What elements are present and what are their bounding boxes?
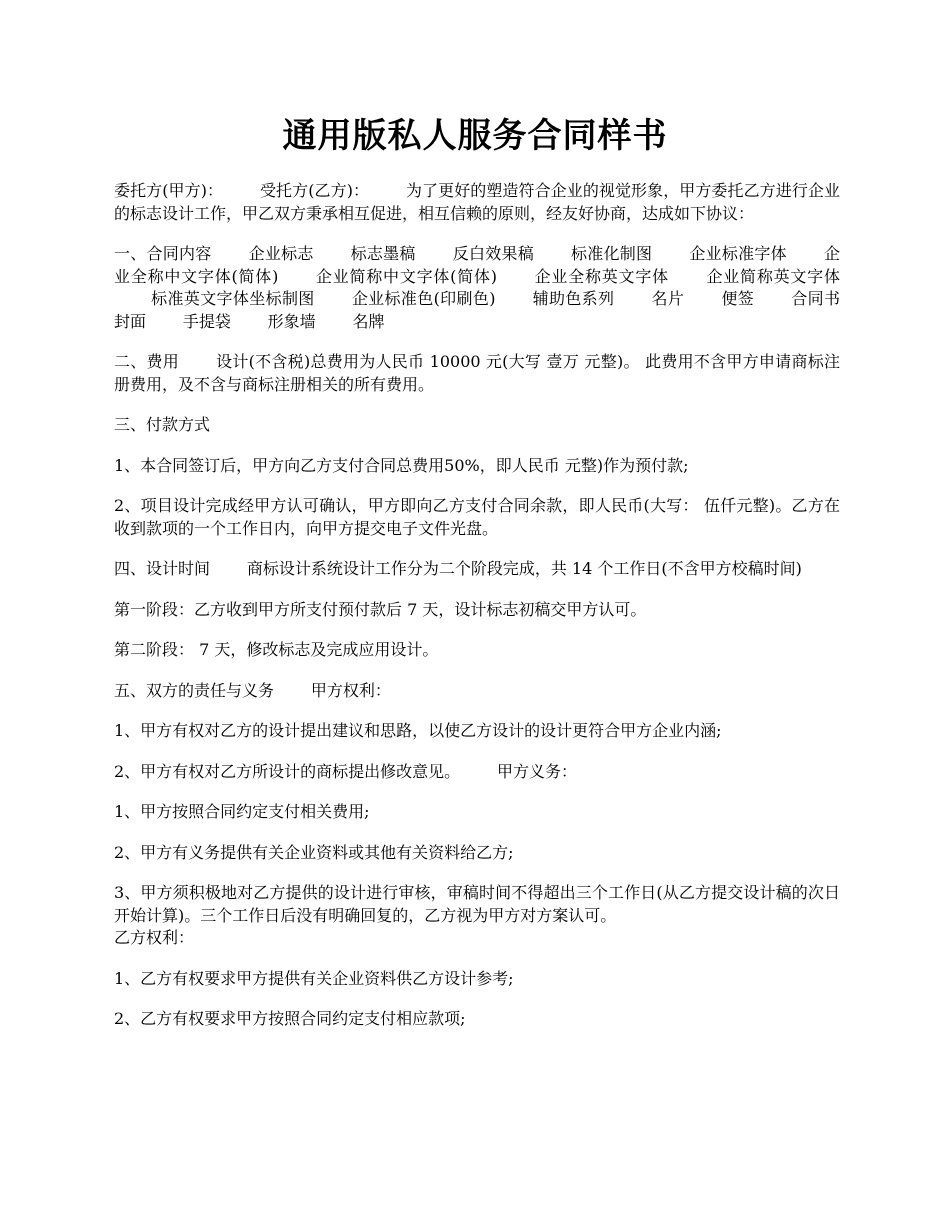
clause-text: 第二阶段： 7 天，修改标志及完成应用设计。 — [114, 640, 439, 659]
clause-text: 3、甲方须积极地对乙方提供的设计进行审核，审稿时间不得超出三个工作日(从乙方提交设计稿的次日开始计算)。三个工作日后没有明确回复的，乙方视为甲方对方案认可。 — [114, 883, 840, 925]
paragraph-party-a-right-1 — [114, 720, 840, 743]
section-heading: 五、双方的责任与义务 — [114, 680, 275, 700]
content-item: 合同书封面 — [114, 289, 840, 331]
content-item: 标准英文字体坐标制图 — [150, 289, 315, 308]
clause-text: 1、甲方有权对乙方的设计提出建议和思路，以使乙方设计的设计更符合甲方企业内涵; — [114, 721, 722, 740]
content-item: 企业全称中文字体(简体) — [114, 244, 840, 286]
subheading: 乙方权利： — [114, 928, 195, 947]
paragraph-contract-content — [114, 243, 840, 333]
content-item: 企业标准字体 — [689, 244, 787, 263]
paragraph-responsibilities — [114, 680, 840, 703]
section-heading: 一、合同内容 — [114, 244, 212, 263]
clause-text: 2、乙方有权要求甲方按照合同约定支付相应款项; — [114, 1009, 466, 1028]
paragraph-payment-1 — [114, 455, 840, 478]
clause-text: 第一阶段：乙方收到甲方所支付预付款后 7 天，设计标志初稿交甲方认可。 — [114, 599, 647, 619]
paragraph-fees — [114, 351, 840, 396]
paragraph-stage-1 — [114, 599, 840, 622]
content-item: 企业简称中文字体(简体) — [315, 266, 498, 286]
clause-text: 1、乙方有权要求甲方提供有关企业资料供乙方设计参考; — [114, 968, 514, 988]
clause-text: 1、本合同签订后，甲方向乙方支付合同总费用50%，即人民币 元整)作为预付款; — [114, 455, 689, 475]
subheading: 甲方权利： — [310, 680, 391, 700]
paragraph-stage-2 — [114, 639, 840, 662]
document-title: 通用版私人服务合同样书 — [282, 116, 668, 156]
paragraph-intro — [114, 180, 840, 225]
clause-text: 2、甲方有义务提供有关企业资料或其他有关资料给乙方; — [114, 842, 514, 862]
content-item: 辅助色系列 — [532, 289, 615, 308]
subheading: 甲方义务： — [496, 761, 577, 781]
content-item: 企业标志 — [248, 244, 314, 263]
content-item: 反白效果稿 — [452, 244, 534, 263]
section-heading: 二、费用 — [114, 352, 180, 371]
paragraph-payment-2 — [114, 495, 840, 540]
paragraph-payment-heading — [114, 414, 840, 437]
content-item: 标准化制图 — [570, 244, 653, 263]
paragraph-party-a-right-2 — [114, 761, 840, 784]
clause-text: 2、甲方有权对乙方所设计的商标提出修改意见。 — [114, 761, 461, 781]
paragraph-party-b-right-1 — [114, 968, 840, 991]
content-item: 名牌 — [352, 311, 385, 331]
content-item: 标志墨稿 — [350, 244, 416, 263]
content-item: 形象墙 — [267, 311, 316, 331]
section-heading: 四、设计时间 — [114, 559, 211, 578]
party-b-label: 受托方(乙方)： — [259, 181, 370, 200]
content-item: 企业全称英文字体 — [533, 266, 669, 286]
content-item: 企业标准色(印刷色) — [351, 289, 496, 308]
clause-text: 1、甲方按照合同约定支付相关费用; — [114, 802, 370, 821]
content-item: 名片 — [651, 289, 685, 308]
fees-text: 设计(不含税)总费用为人民币 10000 元(大写 壹万 元整)。 此费用不含甲方申请商标注册费用，及不含与商标注册相关的所有费用。 — [114, 352, 840, 394]
clause-text: 2、项目设计完成经甲方认可确认，甲方即向乙方支付合同余款，即人民币(大写： 伍仟元整)。乙方在收到款项的一个工作日内，向甲方提交电子文件光盘。 — [114, 496, 840, 538]
clause-text: 商标设计系统设计工作分为二个阶段完成，共 14 个工作日(不含甲方校稿时间) — [246, 559, 802, 578]
content-item: 手提袋 — [182, 311, 231, 331]
content-item: 便签 — [721, 289, 755, 308]
paragraph-party-a-duty-3 — [114, 882, 840, 950]
paragraph-design-time — [114, 558, 840, 581]
intro-text: 为了更好的塑造符合企业的视觉形象，甲方委托乙方进行企业的标志设计工作，甲乙双方秉承相互促进，相互信赖的原则，经友好协商，达成如下协议： — [114, 181, 840, 223]
party-a-label: 委托方(甲方)： — [114, 181, 224, 200]
paragraph-party-a-duty-1 — [114, 801, 840, 824]
content-item: 企业简称英文字体 — [705, 266, 840, 286]
paragraph-party-b-right-2 — [114, 1008, 840, 1031]
paragraph-party-a-duty-2 — [114, 842, 840, 865]
document-body — [114, 180, 840, 1049]
section-heading: 三、付款方式 — [114, 415, 211, 434]
